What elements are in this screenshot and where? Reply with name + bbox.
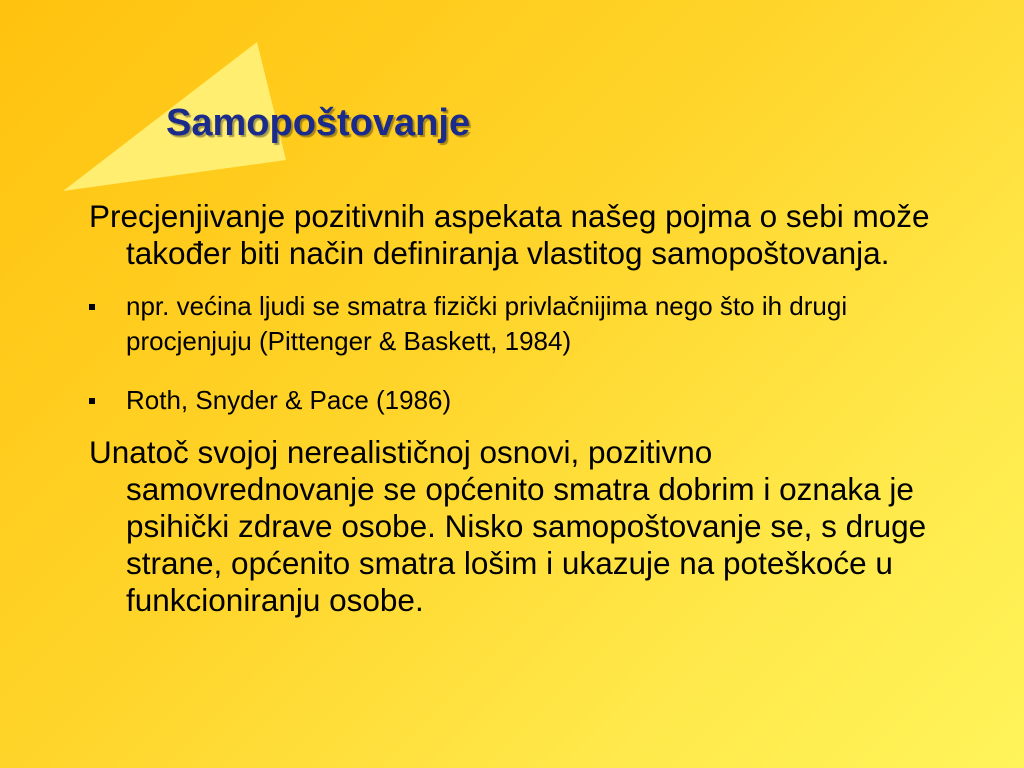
- slide-body: [89, 198, 969, 619]
- bullet-text: Roth, Snyder & Pace (1986): [126, 385, 452, 415]
- square-bullet-icon: [89, 304, 95, 310]
- slide-title: Samopoštovanje: [166, 102, 471, 144]
- paragraph-self-evaluation: Unatoč svojoj nerealističnoj osnovi, pozitivno samovrednovanje se općenito smatra dobrim i oznaka je psihički zdrave osobe. Nisko samopoštovanje se, s druge strane, općenito smatra lošim i ukazuje na poteškoće u funkcioniranju osobe.: [89, 434, 927, 618]
- bullet-item: [89, 383, 969, 418]
- bullet-item: [89, 289, 969, 359]
- bullet-text: npr. većina ljudi se smatra fizički privlačnijima nego što ih drugi procjenjuju (Pittenger & Baskett, 1984): [126, 291, 848, 356]
- square-bullet-icon: [89, 398, 95, 404]
- paragraph-overestimation: Precjenjivanje pozitivnih aspekata našeg pojma o sebi može također biti način definiranja vlastitog samopoštovanja.: [89, 198, 930, 271]
